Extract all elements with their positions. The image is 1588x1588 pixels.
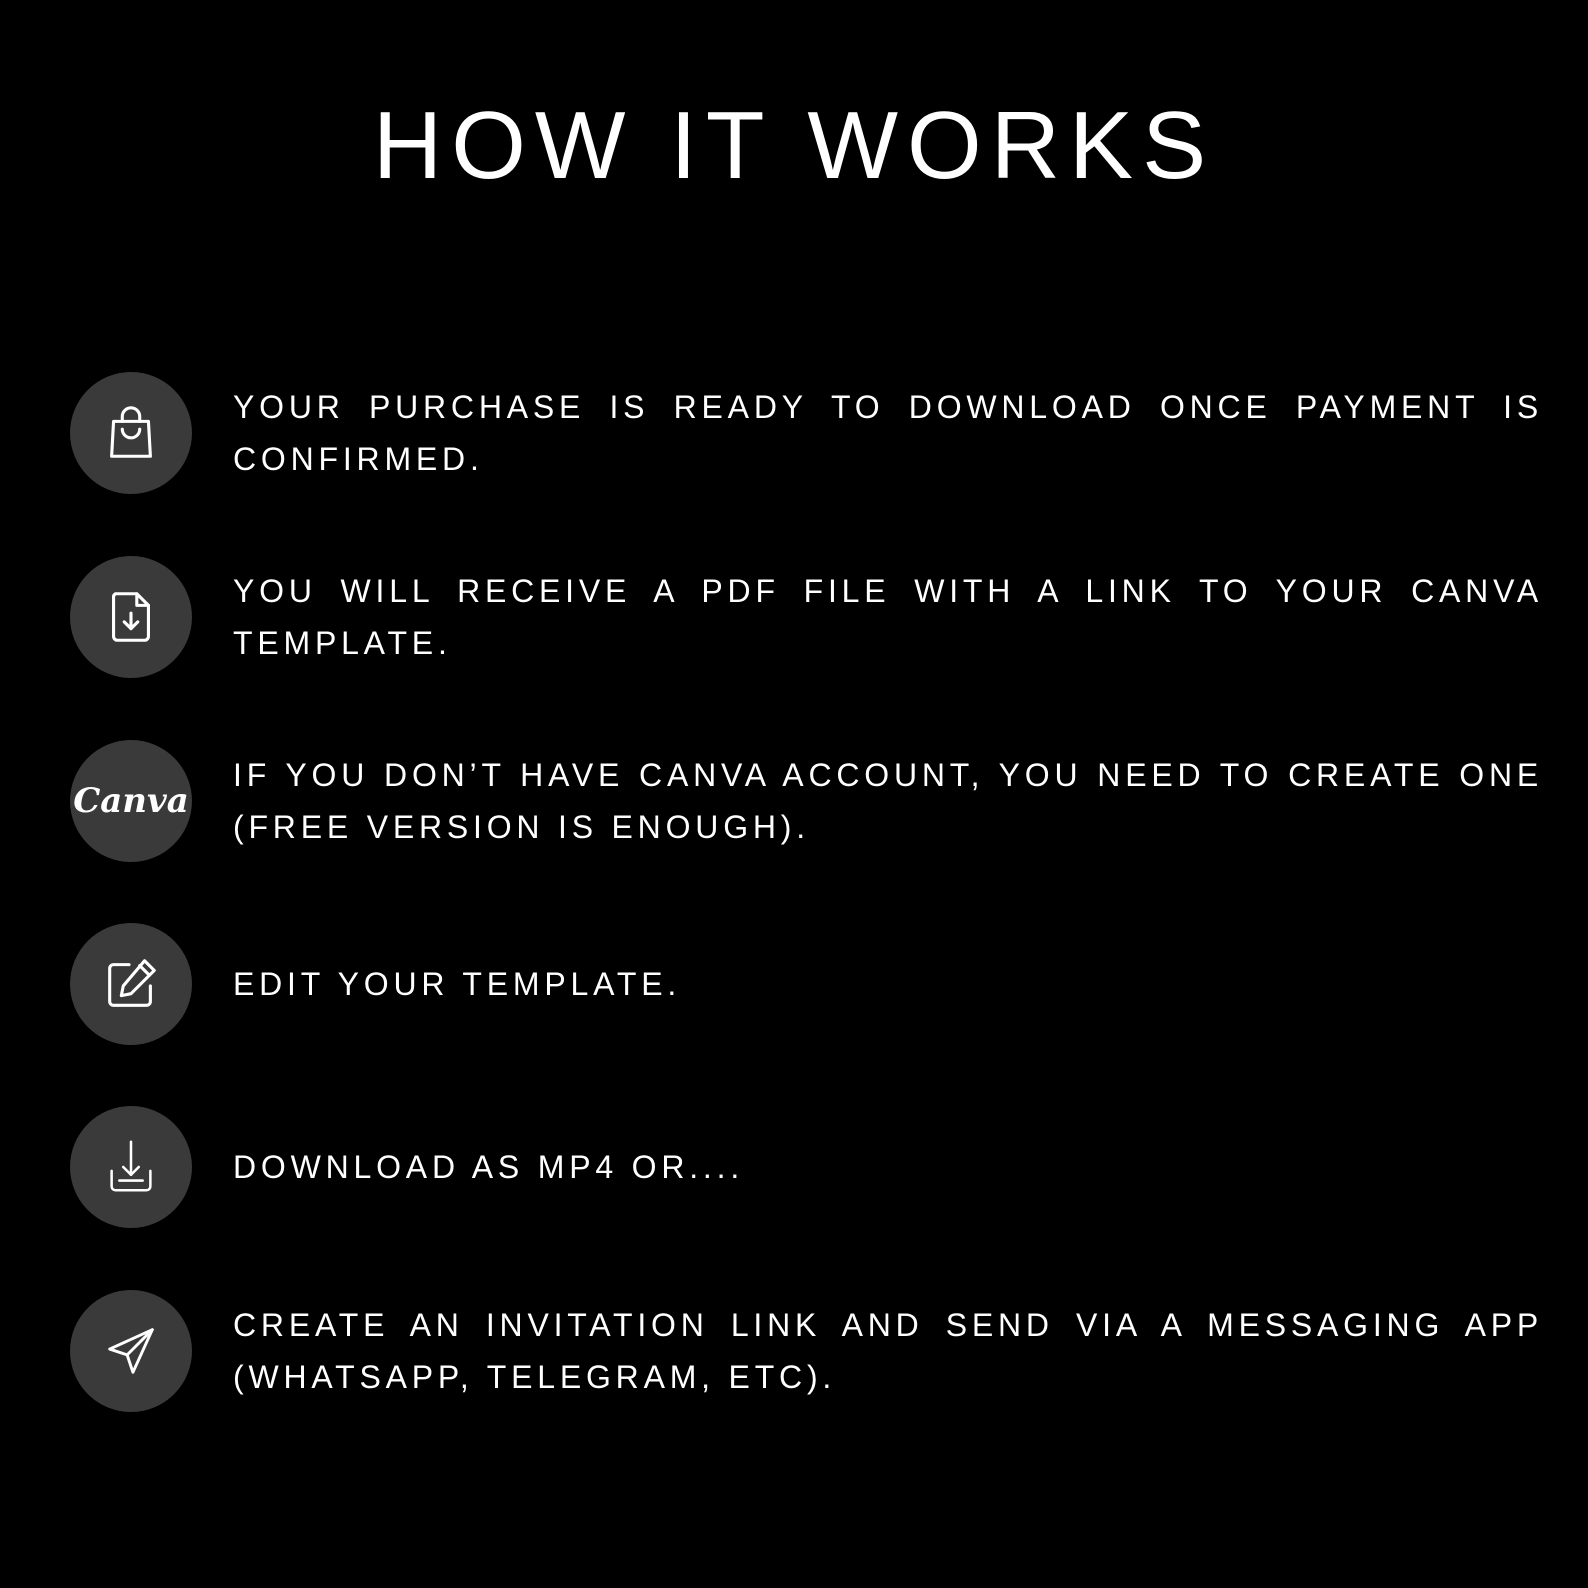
step-5-icon-circle (70, 1106, 192, 1228)
step-2 (70, 556, 1543, 678)
step-4-text: EDIT YOUR TEMPLATE. (233, 966, 682, 1002)
step-5 (70, 1106, 1480, 1228)
page-title: HOW IT WORKS (372, 92, 1216, 199)
step-3 (70, 740, 1543, 862)
step-5-text: DOWNLOAD AS MP4 OR.... (233, 1149, 745, 1185)
download-icon (100, 1136, 162, 1198)
step-1-text: YOUR PURCHASE IS READY TO DOWNLOAD ONCE PAYMENT IS CONFIRMED. (233, 389, 1543, 477)
edit-icon (100, 953, 162, 1015)
step-2-icon-circle (70, 556, 192, 678)
step-4 (70, 923, 1480, 1045)
step-6-text: CREATE AN INVITATION LINK AND SEND VIA A MESSAGING APP (WHATSAPP, TELEGRAM, ETC). (233, 1307, 1543, 1395)
shopping-bag-icon (100, 402, 162, 464)
step-6-icon-circle (70, 1290, 192, 1412)
canva-logo: Canva (73, 781, 189, 821)
step-1-icon-circle (70, 372, 192, 494)
step-3-text: IF YOU DON’T HAVE CANVA ACCOUNT, YOU NEED TO CREATE ONE (FREE VERSION IS ENOUGH). (233, 757, 1543, 845)
step-2-text: YOU WILL RECEIVE A PDF FILE WITH A LINK TO YOUR CANVA TEMPLATE. (233, 573, 1543, 661)
step-3-icon-circle (70, 740, 192, 862)
step-1 (70, 372, 1543, 494)
step-4-icon-circle (70, 923, 192, 1045)
file-download-icon (100, 586, 162, 648)
send-icon (100, 1320, 162, 1382)
step-6 (70, 1290, 1543, 1412)
